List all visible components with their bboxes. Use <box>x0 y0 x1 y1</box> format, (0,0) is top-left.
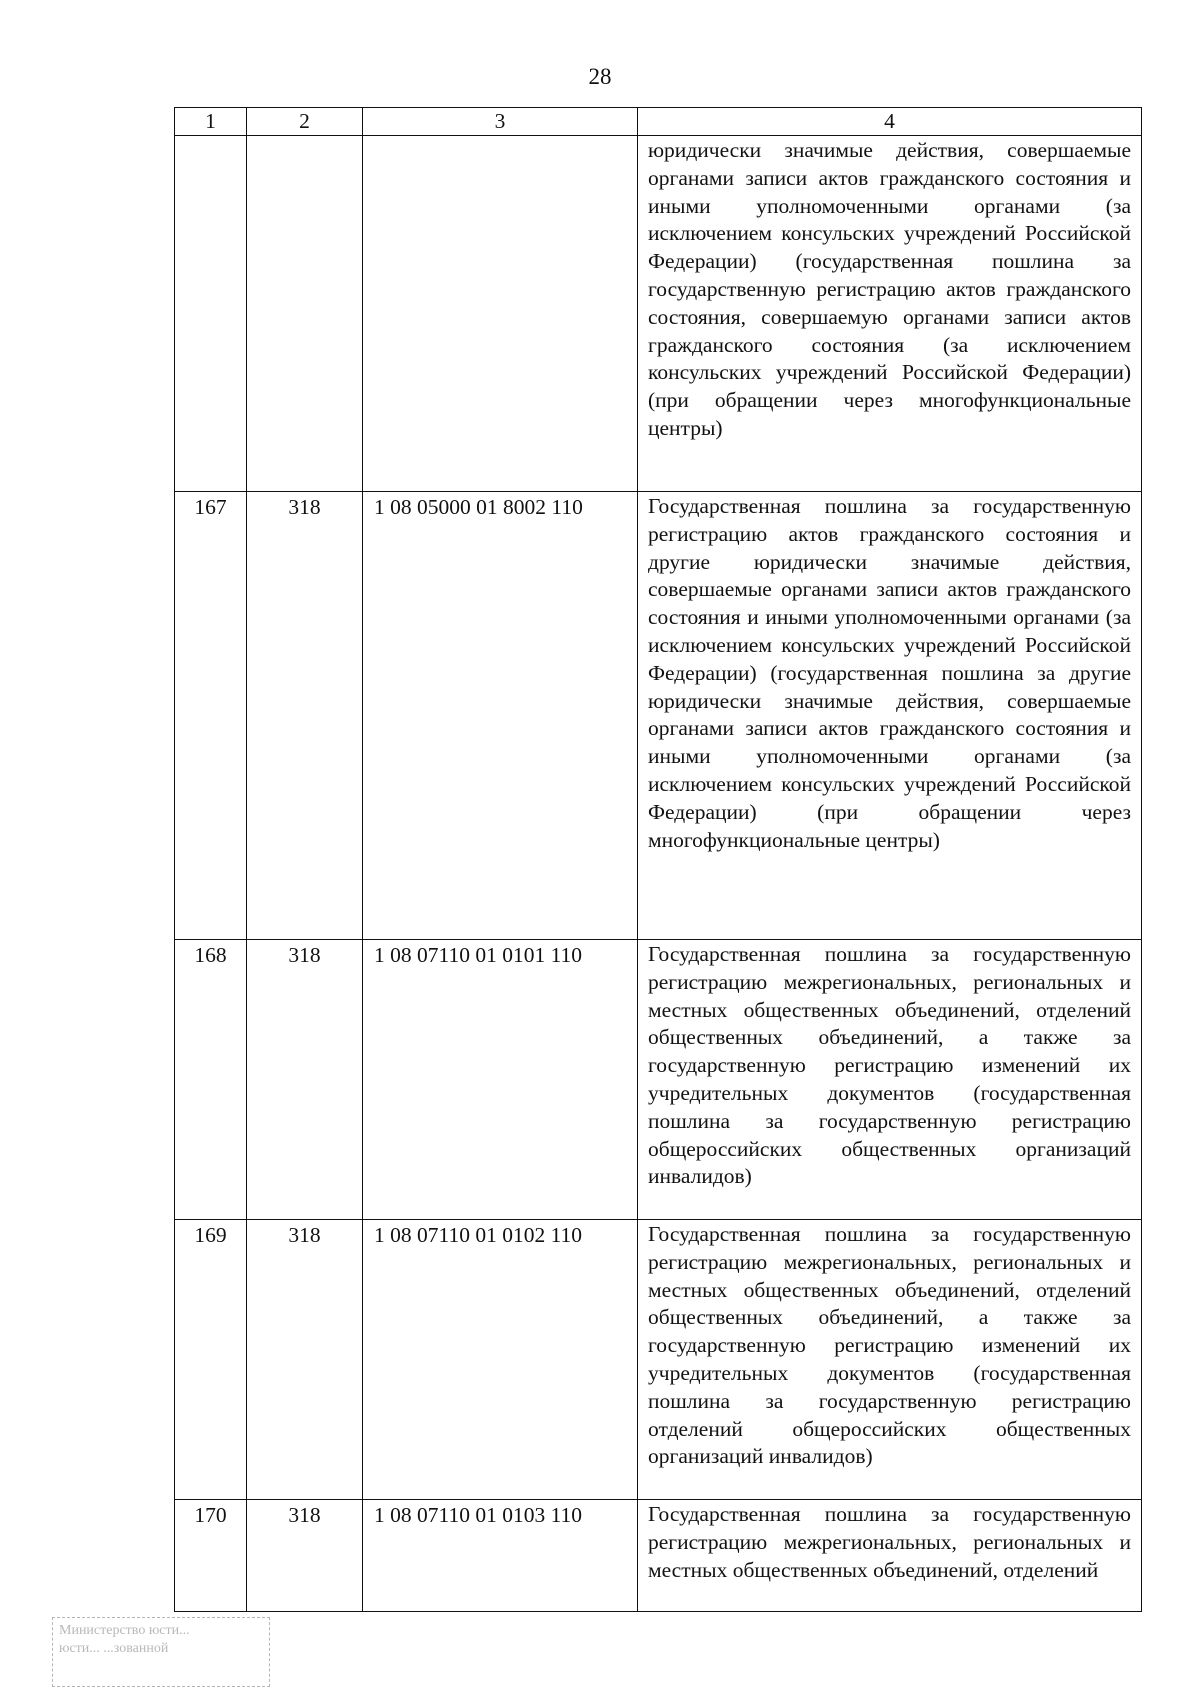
row-number <box>175 136 247 492</box>
admin-code <box>247 136 363 492</box>
admin-code: 318 <box>247 1500 363 1612</box>
row-number: 170 <box>175 1500 247 1612</box>
admin-code: 318 <box>247 492 363 940</box>
budget-code: 1 08 05000 01 8002 110 <box>363 492 638 940</box>
column-header-3: 3 <box>363 108 638 136</box>
row-number: 169 <box>175 1220 247 1500</box>
column-header-2: 2 <box>247 108 363 136</box>
table-row <box>175 1500 1142 1612</box>
admin-code: 318 <box>247 940 363 1220</box>
stamp-line-1: Министерство юсти... <box>59 1623 190 1638</box>
table-row <box>175 1220 1142 1500</box>
table-row <box>175 136 1142 492</box>
column-header-4: 4 <box>638 108 1142 136</box>
stamp-line-2: юсти... ...зованной <box>59 1641 169 1656</box>
admin-code: 318 <box>247 1220 363 1500</box>
budget-code: 1 08 07110 01 0102 110 <box>363 1220 638 1500</box>
income-description: Государственная пошлина за государственную регистрацию межрегиональных, региональных и местных общественных объединений, отделений <box>638 1500 1142 1612</box>
ministry-stamp <box>52 1617 270 1687</box>
table-row <box>175 492 1142 940</box>
budget-code: 1 08 07110 01 0103 110 <box>363 1500 638 1612</box>
page-number: 28 <box>588 64 612 89</box>
budget-code <box>363 136 638 492</box>
income-description: Государственная пошлина за государственную регистрацию межрегиональных, региональных и местных общественных объединений, отделений общественных объединений, а также за государственную регистрацию изменений их учредительных документов (государственная пошлина за государственную регистрацию отделений общероссийских общественных организаций инвалидов) <box>638 1220 1142 1500</box>
budget-classification-table <box>174 107 1142 1612</box>
table-row <box>175 940 1142 1220</box>
table-header-row <box>175 108 1142 136</box>
row-number: 167 <box>175 492 247 940</box>
budget-code: 1 08 07110 01 0101 110 <box>363 940 638 1220</box>
row-number: 168 <box>175 940 247 1220</box>
column-header-1: 1 <box>175 108 247 136</box>
income-description: Государственная пошлина за государственную регистрацию межрегиональных, региональных и местных общественных объединений, отделений общественных объединений, а также за государственную регистрацию изменений их учредительных документов (государственная пошлина за государственную регистрацию общероссийских общественных организаций инвалидов) <box>638 940 1142 1220</box>
income-description: Государственная пошлина за государственную регистрацию актов гражданского состояния и другие юридически значимые действия, совершаемые органами записи актов гражданского состояния и иными уполномоченными органами (за исключением консульских учреждений Российской Федерации) (государственная пошлина за другие юридически значимые действия, совершаемые органами записи актов гражданского состояния и иными уполномоченными органами (за исключением консульских учреждений Российской Федерации) (при обращении через многофункциональные центры) <box>638 492 1142 940</box>
income-description: юридически значимые действия, совершаемые органами записи актов гражданского состояния и иными уполномоченными органами (за исключением консульских учреждений Российской Федерации) (государственная пошлина за государственную регистрацию актов гражданского состояния, совершаемую органами записи актов гражданского состояния (за исключением консульских учреждений Российской Федерации) (при обращении через многофункциональные центры) <box>638 136 1142 492</box>
